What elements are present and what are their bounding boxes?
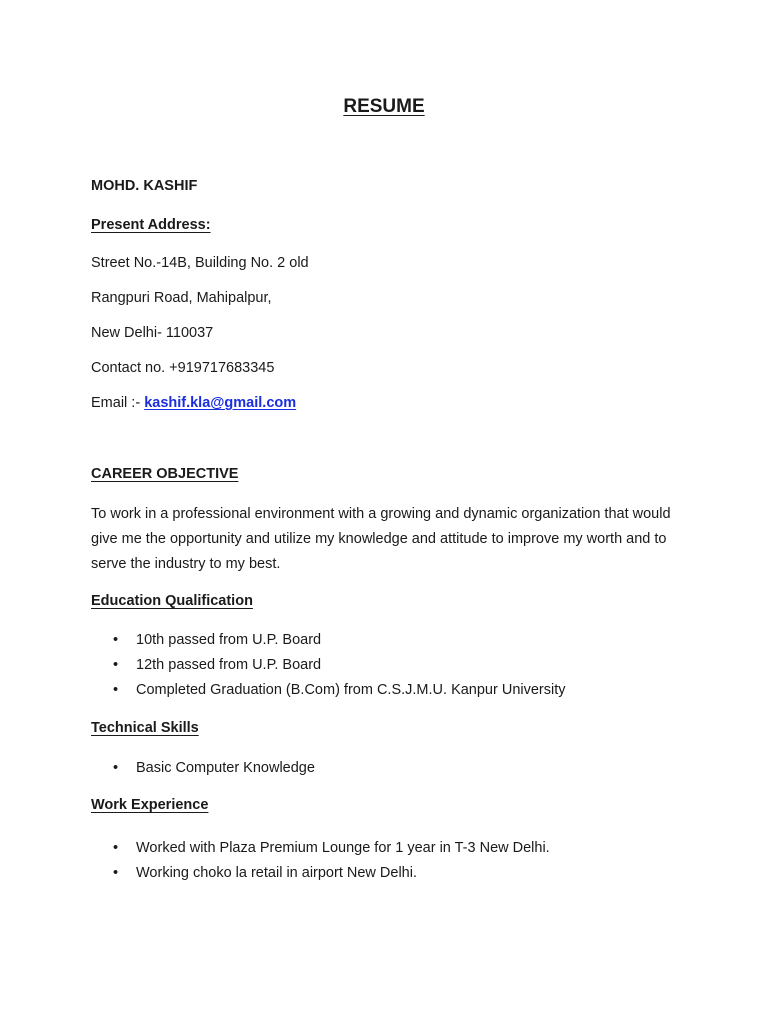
work-experience-heading: Work Experience [91,797,209,813]
list-item [91,628,566,653]
address-line-3: New Delhi- 110037 [91,325,214,341]
bullet: • [113,682,119,698]
career-objective-text: To work in a professional environment with a growing and dynamic organization that would give me the opportunity and utilize my knowledge and attitude to improve my worth and to serve the industry to my best. [91,506,671,572]
bullet: • [113,760,119,776]
list-item [91,653,566,678]
education-item: Completed Graduation (B.Com) from C.S.J.M.U. Kanpur University [136,682,566,698]
career-objective-heading: CAREER OBJECTIVE [91,466,239,482]
address-line-1: Street No.-14B, Building No. 2 old [91,255,309,271]
bullet: • [113,632,119,648]
bullet: • [113,865,119,881]
work-item: Worked with Plaza Premium Lounge for 1 year in T-3 New Delhi. [136,840,550,856]
email-row [91,395,296,411]
present-address-heading: Present Address: [91,217,211,233]
education-item: 10th passed from U.P. Board [136,632,322,648]
list-item [91,861,550,886]
candidate-name: MOHD. KASHIF [91,178,198,194]
address-line-2: Rangpuri Road, Mahipalpur, [91,290,272,306]
skill-item: Basic Computer Knowledge [136,760,315,776]
list-item [91,678,566,703]
technical-skills-heading: Technical Skills [91,720,199,736]
contact-number: Contact no. +919717683345 [91,360,275,376]
email-label: Email :- [91,395,141,411]
bullet: • [113,657,119,673]
bullet: • [113,840,119,856]
email-link[interactable]: kashif.kla@gmail.com [144,395,297,411]
education-list [91,628,566,703]
education-heading: Education Qualification [91,593,253,609]
list-item [91,836,550,861]
work-experience-list [91,836,550,886]
page-title: RESUME [343,96,425,117]
list-item [91,756,315,781]
education-item: 12th passed from U.P. Board [136,657,322,673]
technical-skills-list [91,756,315,781]
work-item: Working choko la retail in airport New Delhi. [136,865,417,881]
